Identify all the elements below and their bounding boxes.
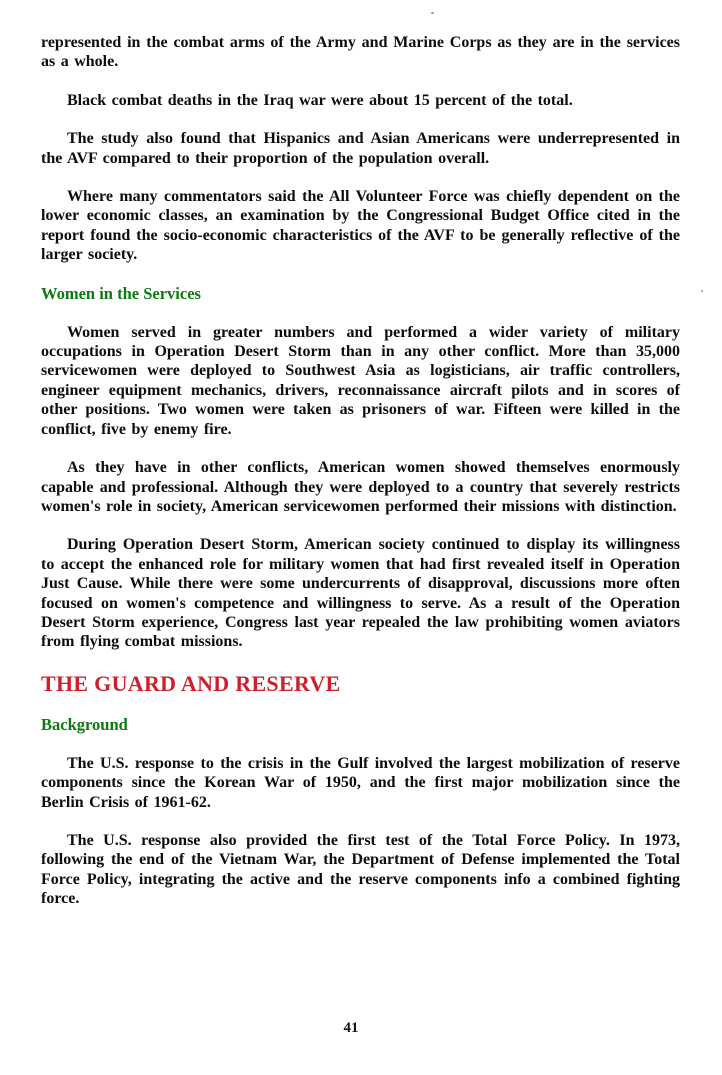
body-paragraph: Black combat deaths in the Iraq war were about 15 percent of the total. [67, 91, 573, 109]
body-paragraph: The U.S. response also provided the first test of the Total Force Policy. In 1973, following the end of the Vietnam War, the Department of Defense implemented the Total Force Policy, integrating the active and the reserve components info a combined fighting force. [41, 831, 680, 908]
body-paragraph: Women served in greater numbers and performed a wider variety of military occupations in Operation Desert Storm than in any other conflict. More than 35,000 servicewomen were deployed to Southwest Asia as logisticians, air traffic controllers, engineer equipment mechanics, drivers, reconnaissance aircraft pilots and in scores of other positions. Two women were taken as prisoners of war. Fifteen were killed in the conflict, five by enemy fire. [41, 323, 680, 438]
chapter-heading-guard-and-reserve: THE GUARD AND RESERVE [41, 670, 341, 696]
page-number: 41 [343, 1020, 359, 1036]
section-heading-women-in-the-services: Women in the Services [41, 283, 201, 303]
body-paragraph: As they have in other conflicts, American women showed themselves enormously capable and professional. Although they were deployed to a country that severely restricts women's role in society, American servicewomen performed their missions with distinction. [41, 459, 680, 515]
body-paragraph: Where many commentators said the All Volunteer Force was chiefly dependent on the lower economic classes, an examination by the Congressional Budget Office cited in the report found the socio-economic characteristics of the AVF to be generally reflective of the larger society. [41, 188, 680, 264]
body-paragraph-continuation: represented in the combat arms of the Army and Marine Corps as they are in the services as a whole. [41, 34, 680, 71]
body-paragraph: During Operation Desert Storm, American society continued to display its willingness to accept the enhanced role for military women that had first revealed itself in Operation Just Cause. While there were some undercurrents of disapproval, discussions more often focused on women's competence and willingness to serve. As a result of the Operation Desert Storm experience, Congress last year repealed the law prohibiting women aviators from flying combat missions. [41, 536, 680, 651]
body-paragraph: The U.S. response to the crisis in the Gulf involved the largest mobilization of reserve components since the Korean War of 1950, and the first major mobilization since the Berlin Crisis of 1961-62. [41, 754, 680, 811]
section-heading-background: Background [41, 714, 128, 734]
scan-speckle [431, 12, 434, 14]
text-column [41, 33, 680, 928]
scan-speckle [701, 290, 703, 292]
body-paragraph: The study also found that Hispanics and Asian Americans were underrepresented in the AVF compared to their proportion of the population overall. [41, 130, 680, 167]
